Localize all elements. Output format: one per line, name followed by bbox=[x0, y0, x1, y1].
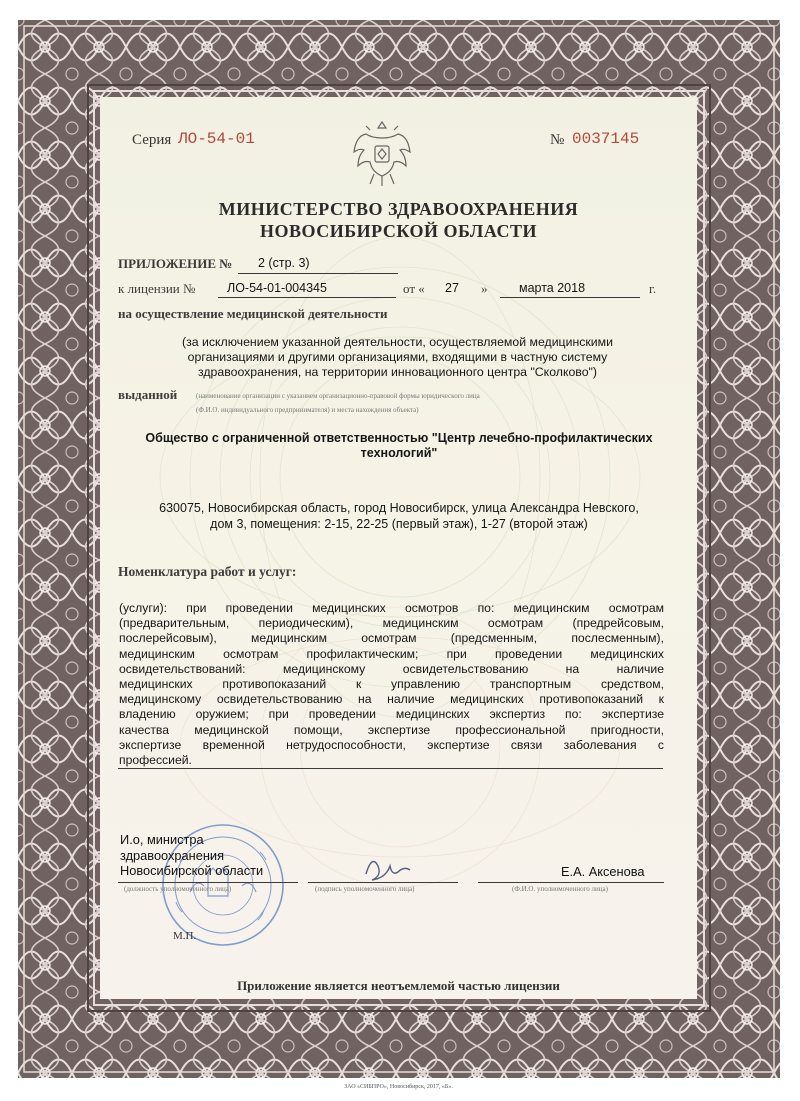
appendix-label: ПРИЛОЖЕНИЕ № bbox=[118, 256, 233, 271]
position-underline bbox=[118, 882, 298, 883]
license-month-year: марта 2018 bbox=[519, 281, 586, 295]
services-line: качества медицинской помощи, экспертизе профессиональной пригодности, bbox=[119, 722, 664, 737]
signer-position-line: Новосибирской области bbox=[120, 863, 264, 878]
activity-scope-line: (за исключением указанной деятельности, осуществляемой медицинскими bbox=[182, 335, 613, 349]
series-label: Серия bbox=[132, 132, 172, 148]
issued-label: выданной bbox=[118, 387, 178, 402]
ministry-title-line2: НОВОСИБИРСКОЙ ОБЛАСТИ bbox=[260, 221, 537, 241]
license-day: 27 bbox=[445, 281, 459, 295]
nomenclature-label: Номенклатура работ и услуг: bbox=[118, 564, 297, 579]
services-line: профессией. bbox=[119, 753, 192, 768]
organization-name-line: технологий" bbox=[360, 446, 438, 461]
number-value: 0037145 bbox=[572, 130, 640, 148]
number-label: № bbox=[550, 132, 565, 148]
license-quote-close: » bbox=[481, 281, 488, 296]
organization-address bbox=[110, 500, 688, 532]
issued-hint-2: (Ф.И.О. индивидуального предпринимателя) и места нахождения объекта) bbox=[196, 406, 419, 414]
license-label: к лицензии № bbox=[118, 281, 196, 296]
services-line: послерейсовым), медицинским осмотрам (предсменным, послесменным), bbox=[119, 631, 664, 646]
appendix-underline bbox=[238, 273, 398, 274]
activity-scope-line: организациями и другими организациями, входящими в частную систему bbox=[187, 350, 608, 365]
address-line: 630075, Новосибирская область, город Новосибирск, улица Александра Невского, bbox=[159, 501, 639, 515]
printer-imprint: ЗАО «СИБПРО», Новосибирск, 2017, «Б». bbox=[344, 1084, 453, 1090]
name-underline bbox=[478, 882, 664, 883]
handwritten-signature bbox=[360, 850, 420, 886]
services-line: (услуги): при проведении медицинских осмотров по: медицинским осмотрам bbox=[119, 601, 664, 615]
license-date-underline bbox=[500, 297, 640, 298]
appendix-value: 2 (стр. 3) bbox=[258, 256, 310, 270]
services-line: медицинских противопоказаний к управлению транспортным средством, bbox=[119, 677, 664, 692]
signature-underline bbox=[308, 882, 458, 883]
services-line: освидетельствований: медицинскому освидетельствованию на наличие bbox=[119, 661, 664, 676]
position-hint: (должность уполномоченного лица) bbox=[124, 885, 232, 893]
license-date-from-label: от « bbox=[403, 281, 425, 296]
series-value: ЛО-54-01 bbox=[178, 130, 255, 148]
services-line: владению оружием; при проведении медицинских экспертиз по: экспертизе bbox=[119, 707, 664, 722]
license-number: ЛО-54-01-004345 bbox=[227, 281, 327, 295]
coat-of-arms-icon bbox=[352, 118, 412, 190]
signer-name: Е.А. Аксенова bbox=[561, 864, 645, 879]
services-line: медицинскому освидетельствованию на наличие медицинских противопоказаний к bbox=[119, 692, 664, 707]
signature-hint: (подпись уполномоченного лица) bbox=[315, 885, 415, 893]
services-list bbox=[119, 601, 664, 768]
activity-scope bbox=[120, 335, 675, 381]
signer-position-line: здравоохранения bbox=[120, 847, 224, 863]
services-end-line bbox=[118, 768, 663, 769]
stamp-place-label: М.П. bbox=[173, 930, 197, 942]
signer-position bbox=[120, 832, 320, 879]
name-hint: (Ф.И.О. уполномоченного лица) bbox=[512, 885, 608, 893]
organization-name-line: Общество с ограниченной ответственностью "Центр лечебно-профилактических bbox=[145, 431, 653, 445]
license-year-suffix: г. bbox=[649, 281, 657, 296]
activity-label: на осуществление медицинской деятельности bbox=[118, 306, 388, 321]
address-line: дом 3, помещения: 2-15, 22-25 (первый этаж), 1-27 (второй этаж) bbox=[210, 517, 588, 531]
ministry-title-line1: МИНИСТЕРСТВО ЗДРАВООХРАНЕНИЯ bbox=[218, 199, 579, 219]
license-number-underline bbox=[218, 297, 396, 298]
issued-hint-1: (наименование организации с указанием организационно-правовой формы юридического лица bbox=[196, 392, 480, 400]
footer-note: Приложение является неотъемлемой частью лицензии bbox=[237, 978, 560, 993]
services-line: медицинским осмотрам профилактическим; при проведении медицинских bbox=[119, 646, 664, 661]
signer-position-line: И.о, министра bbox=[120, 832, 204, 847]
services-line: экспертизе временной нетрудоспособности, экспертизе связи заболевания с bbox=[119, 737, 664, 752]
organization-name bbox=[110, 431, 688, 461]
activity-scope-line: здравоохранения, на территории инновационного центра "Сколково") bbox=[198, 365, 597, 380]
services-line: (предварительным, периодическим), медицинским осмотрам (предрейсовым, bbox=[119, 616, 664, 631]
